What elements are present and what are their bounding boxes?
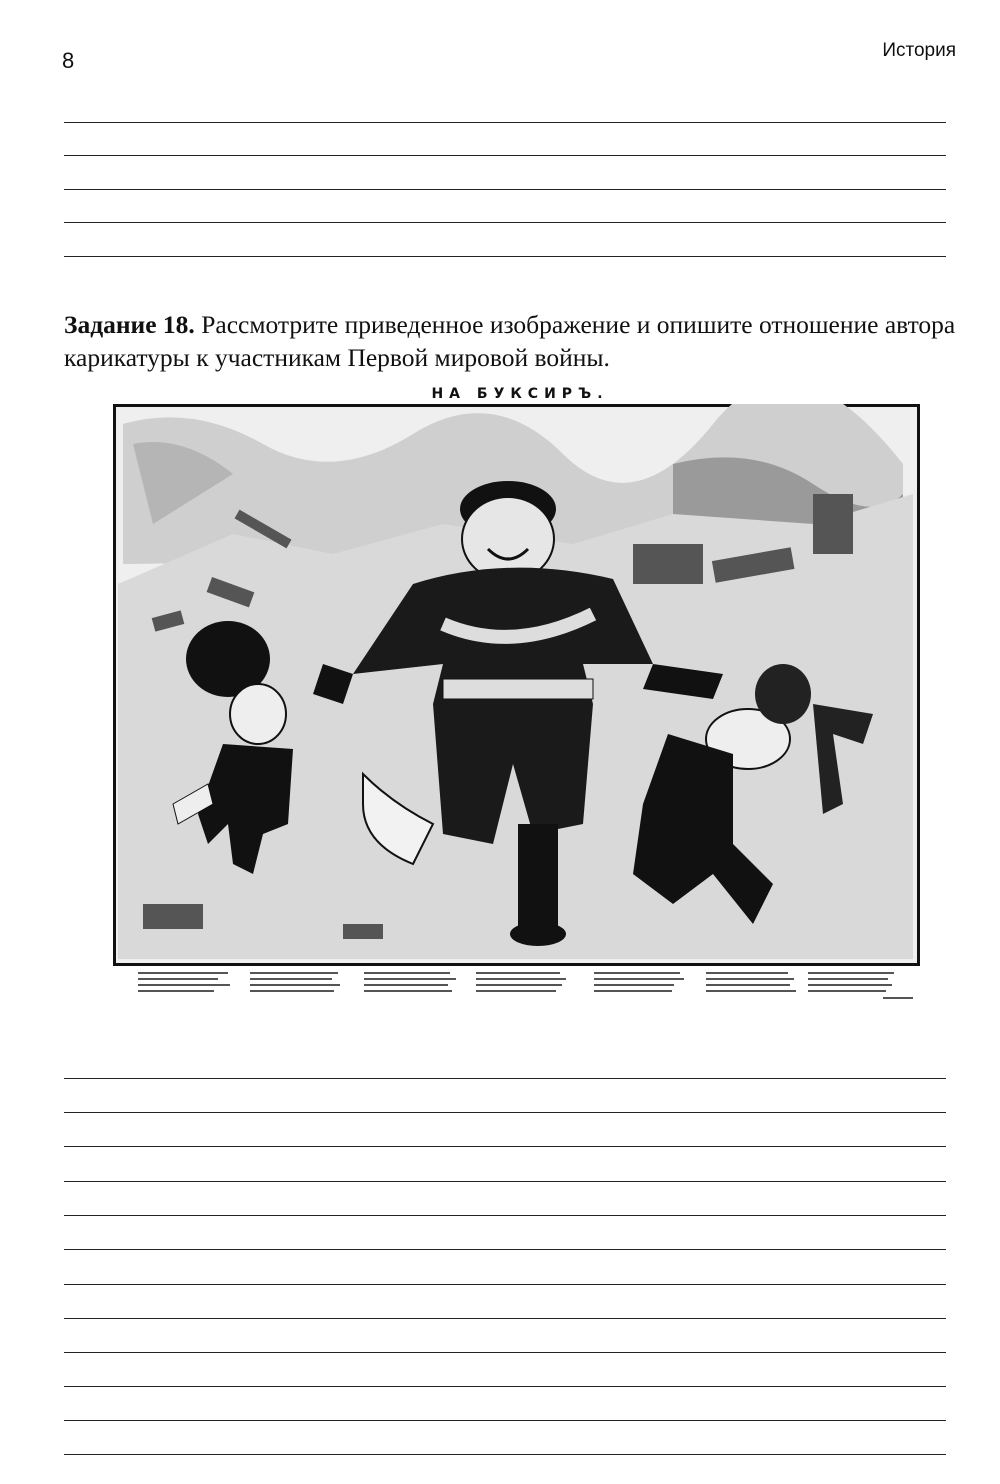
answer-line[interactable] [64, 1146, 946, 1147]
answer-line[interactable] [64, 1454, 946, 1455]
caricature-image [113, 404, 920, 966]
answer-line[interactable] [64, 1112, 946, 1113]
subject-title: История [882, 40, 956, 61]
answer-line[interactable] [64, 256, 946, 257]
poster-title: НА БУКСИРЪ. [431, 386, 609, 402]
answer-line[interactable] [64, 1352, 946, 1353]
answer-line[interactable] [64, 1078, 946, 1079]
poem-captions [138, 970, 918, 1004]
task-body: Рассмотрите приведенное изображение и опишите отношение автора карикатуры к участникам Первой мировой войны. [64, 310, 956, 372]
answer-line[interactable] [64, 122, 946, 123]
answer-line[interactable] [64, 1386, 946, 1387]
answer-line[interactable] [64, 1181, 946, 1182]
answer-line[interactable] [64, 1249, 946, 1250]
answer-line[interactable] [64, 1420, 946, 1421]
page-number: 8 [62, 48, 75, 73]
answer-line[interactable] [64, 1215, 946, 1216]
answer-line[interactable] [64, 1284, 946, 1285]
answer-line[interactable] [64, 1318, 946, 1319]
task-text [64, 308, 964, 374]
answer-line[interactable] [64, 155, 946, 156]
answer-line[interactable] [64, 189, 946, 190]
task-label: Задание 18. [64, 310, 195, 339]
answer-line[interactable] [64, 222, 946, 223]
